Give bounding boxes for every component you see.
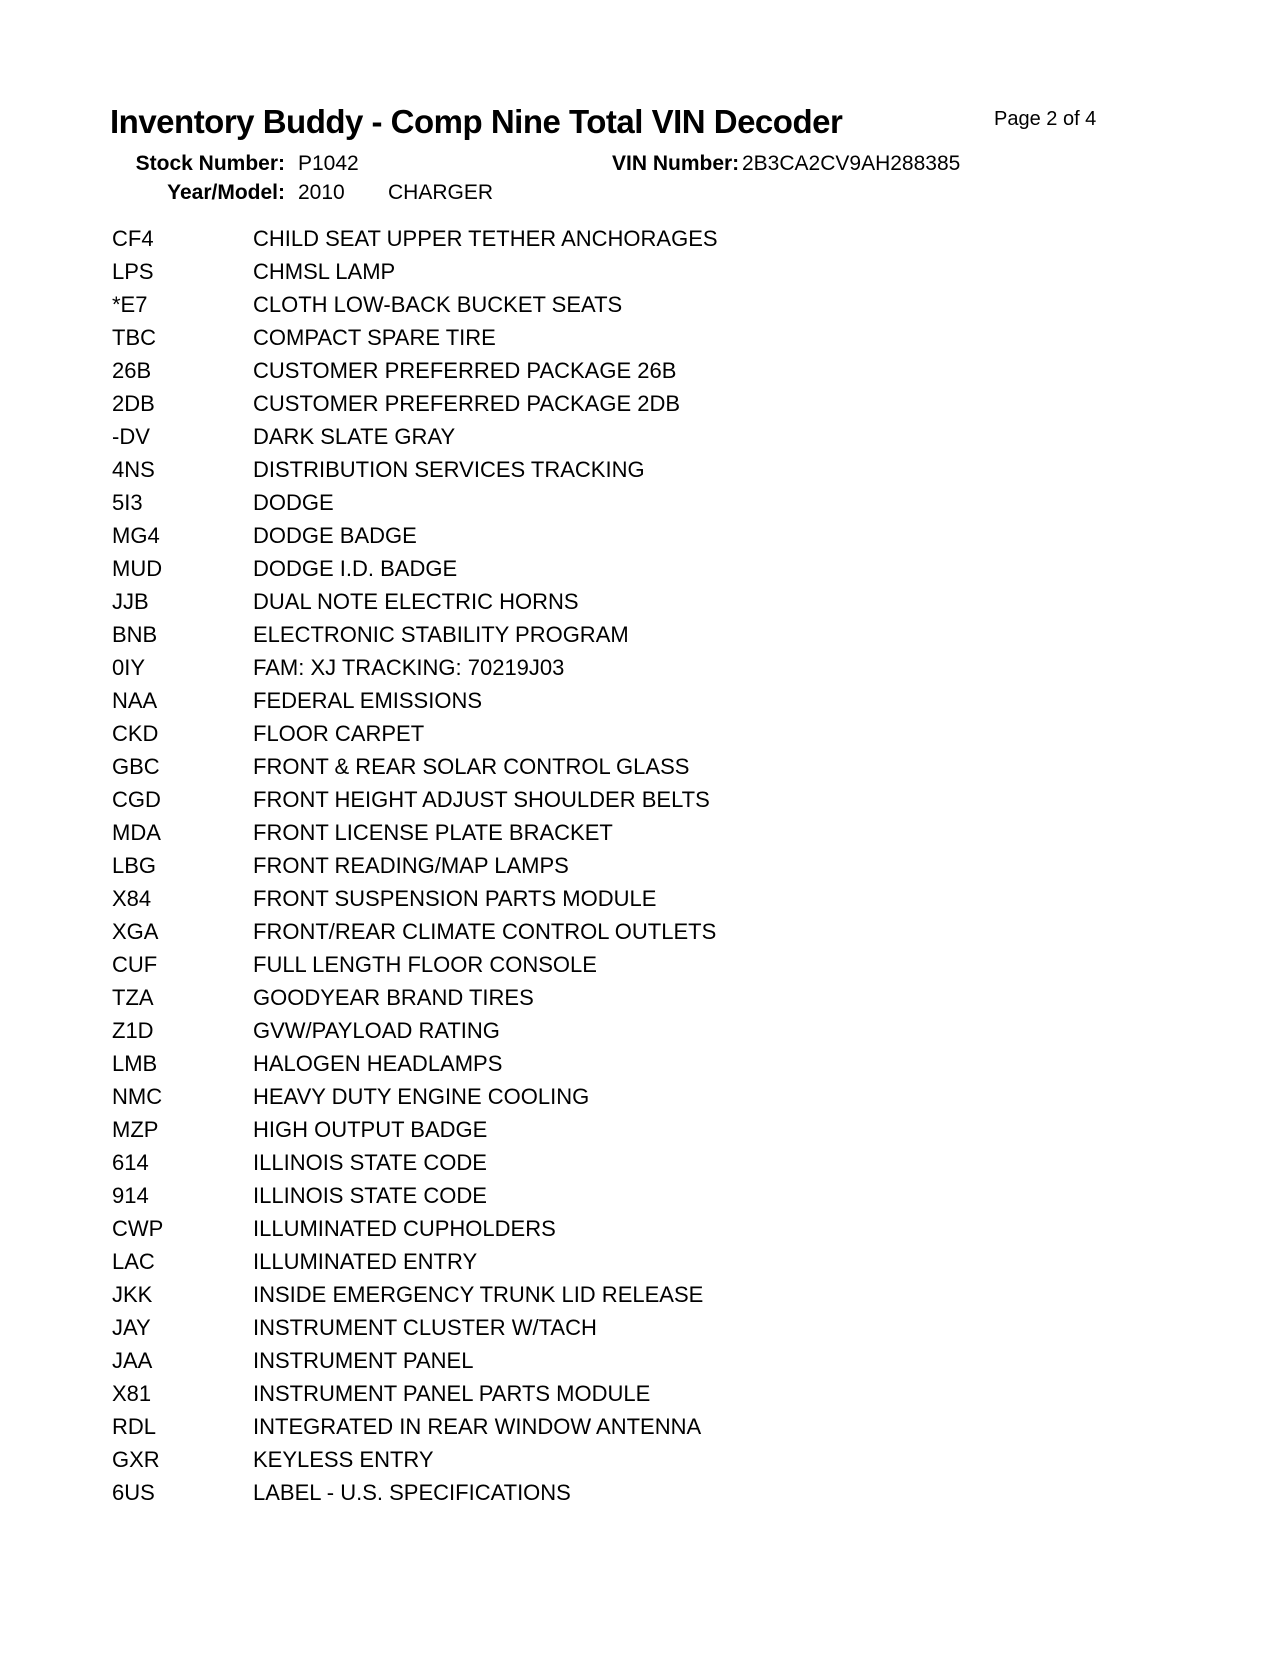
option-code: MDA [112,820,161,845]
vin-number-value: 2B3CA2CV9AH288385 [742,152,961,175]
option-description: ILLINOIS STATE CODE [253,1183,487,1208]
option-code: CF4 [112,226,154,251]
option-code: X84 [112,886,152,911]
option-code: CUF [112,952,158,977]
code-row [112,717,1172,750]
option-description: DODGE I.D. BADGE [253,556,458,581]
code-row [112,552,1172,585]
year-model-label: Year/Model: [167,181,285,204]
option-code: TBC [112,325,156,350]
code-row [112,1311,1172,1344]
option-description: HALOGEN HEADLAMPS [253,1051,503,1076]
stock-number-label: Stock Number: [135,152,285,175]
code-row [112,1179,1172,1212]
meta-line-year-model [0,181,1280,209]
option-code: 5I3 [112,490,143,515]
vin-code-list [112,222,1172,1509]
option-description: GVW/PAYLOAD RATING [253,1018,500,1043]
option-code: JKK [112,1282,153,1307]
option-code: LAC [112,1249,155,1274]
code-row [112,948,1172,981]
option-code: GXR [112,1447,160,1472]
option-description: INTEGRATED IN REAR WINDOW ANTENNA [253,1414,702,1439]
option-description: LABEL - U.S. SPECIFICATIONS [253,1480,571,1505]
code-row [112,849,1172,882]
option-code: XGA [112,919,159,944]
code-row [112,816,1172,849]
option-code: 6US [112,1480,155,1505]
option-code: MUD [112,556,163,581]
code-row [112,1476,1172,1509]
option-description: ILLUMINATED CUPHOLDERS [253,1216,556,1241]
code-row [112,981,1172,1014]
option-code: JAA [112,1348,153,1373]
year-value: 2010 [298,181,345,204]
code-row [112,1245,1172,1278]
code-row [112,1410,1172,1443]
option-code: Z1D [112,1018,154,1043]
code-row [112,420,1172,453]
option-code: LMB [112,1051,158,1076]
page-title: Inventory Buddy - Comp Nine Total VIN Decoder [110,103,843,140]
option-code: *E7 [112,292,148,317]
meta-line-stock-vin [0,152,1280,180]
option-description: DUAL NOTE ELECTRIC HORNS [253,589,579,614]
code-row [112,1377,1172,1410]
option-code: NAA [112,688,158,713]
code-row [112,288,1172,321]
option-code: 4NS [112,457,155,482]
code-row [112,1443,1172,1476]
option-code: CWP [112,1216,164,1241]
option-description: FRONT READING/MAP LAMPS [253,853,569,878]
option-description: FRONT & REAR SOLAR CONTROL GLASS [253,754,690,779]
code-row [112,618,1172,651]
option-description: ILLINOIS STATE CODE [253,1150,487,1175]
code-row [112,1047,1172,1080]
option-code: RDL [112,1414,157,1439]
code-row [112,222,1172,255]
option-code: LBG [112,853,157,878]
option-description: FLOOR CARPET [253,721,425,746]
code-row [112,387,1172,420]
option-description: FRONT SUSPENSION PARTS MODULE [253,886,657,911]
option-description: FULL LENGTH FLOOR CONSOLE [253,952,597,977]
option-description: CUSTOMER PREFERRED PACKAGE 2DB [253,391,681,416]
option-code: TZA [112,985,154,1010]
option-code: X81 [112,1381,152,1406]
code-row [112,750,1172,783]
option-code: -DV [112,424,150,449]
code-row [112,1080,1172,1113]
option-description: FRONT LICENSE PLATE BRACKET [253,820,613,845]
option-code: 914 [112,1183,149,1208]
option-description: ELECTRONIC STABILITY PROGRAM [253,622,629,647]
option-description: DARK SLATE GRAY [253,424,456,449]
option-description: INSTRUMENT CLUSTER W/TACH [253,1315,597,1340]
option-description: CHILD SEAT UPPER TETHER ANCHORAGES [253,226,718,251]
option-description: FRONT HEIGHT ADJUST SHOULDER BELTS [253,787,710,812]
code-row [112,1146,1172,1179]
option-description: INSIDE EMERGENCY TRUNK LID RELEASE [253,1282,704,1307]
code-row [112,519,1172,552]
option-code: 0IY [112,655,146,680]
code-row [112,1344,1172,1377]
option-code: JAY [112,1315,151,1340]
option-code: NMC [112,1084,163,1109]
model-value: CHARGER [388,181,494,204]
option-description: CLOTH LOW-BACK BUCKET SEATS [253,292,623,317]
option-description: CHMSL LAMP [253,259,396,284]
option-description: ILLUMINATED ENTRY [253,1249,478,1274]
code-row [112,651,1172,684]
option-code: BNB [112,622,158,647]
code-row [112,1278,1172,1311]
option-description: DODGE [253,490,334,515]
code-row [112,1113,1172,1146]
option-description: GOODYEAR BRAND TIRES [253,985,534,1010]
option-code: CKD [112,721,159,746]
code-row [112,915,1172,948]
option-code: MG4 [112,523,160,548]
code-row [112,1212,1172,1245]
option-code: CGD [112,787,161,812]
option-description: INSTRUMENT PANEL [253,1348,474,1373]
stock-number-value: P1042 [298,152,359,175]
option-description: COMPACT SPARE TIRE [253,325,496,350]
option-description: FEDERAL EMISSIONS [253,688,483,713]
option-code: GBC [112,754,160,779]
option-code: LPS [112,259,154,284]
option-description: CUSTOMER PREFERRED PACKAGE 26B [253,358,677,383]
code-row [112,585,1172,618]
option-description: INSTRUMENT PANEL PARTS MODULE [253,1381,651,1406]
code-row [112,453,1172,486]
code-row [112,486,1172,519]
option-description: HIGH OUTPUT BADGE [253,1117,488,1142]
option-description: FAM: XJ TRACKING: 70219J03 [253,655,565,680]
option-code: 2DB [112,391,155,416]
code-row [112,783,1172,816]
code-row [112,1014,1172,1047]
code-row [112,321,1172,354]
vin-number-label: VIN Number: [612,152,740,175]
option-code: 614 [112,1150,149,1175]
option-description: KEYLESS ENTRY [253,1447,434,1472]
option-code: MZP [112,1117,159,1142]
code-row [112,354,1172,387]
code-row [112,882,1172,915]
option-description: FRONT/REAR CLIMATE CONTROL OUTLETS [253,919,717,944]
option-description: DODGE BADGE [253,523,417,548]
code-row [112,255,1172,288]
option-code: JJB [112,589,149,614]
option-code: 26B [112,358,152,383]
option-description: DISTRIBUTION SERVICES TRACKING [253,457,645,482]
code-row [112,684,1172,717]
page-number: Page 2 of 4 [994,108,1097,130]
option-description: HEAVY DUTY ENGINE COOLING [253,1084,590,1109]
